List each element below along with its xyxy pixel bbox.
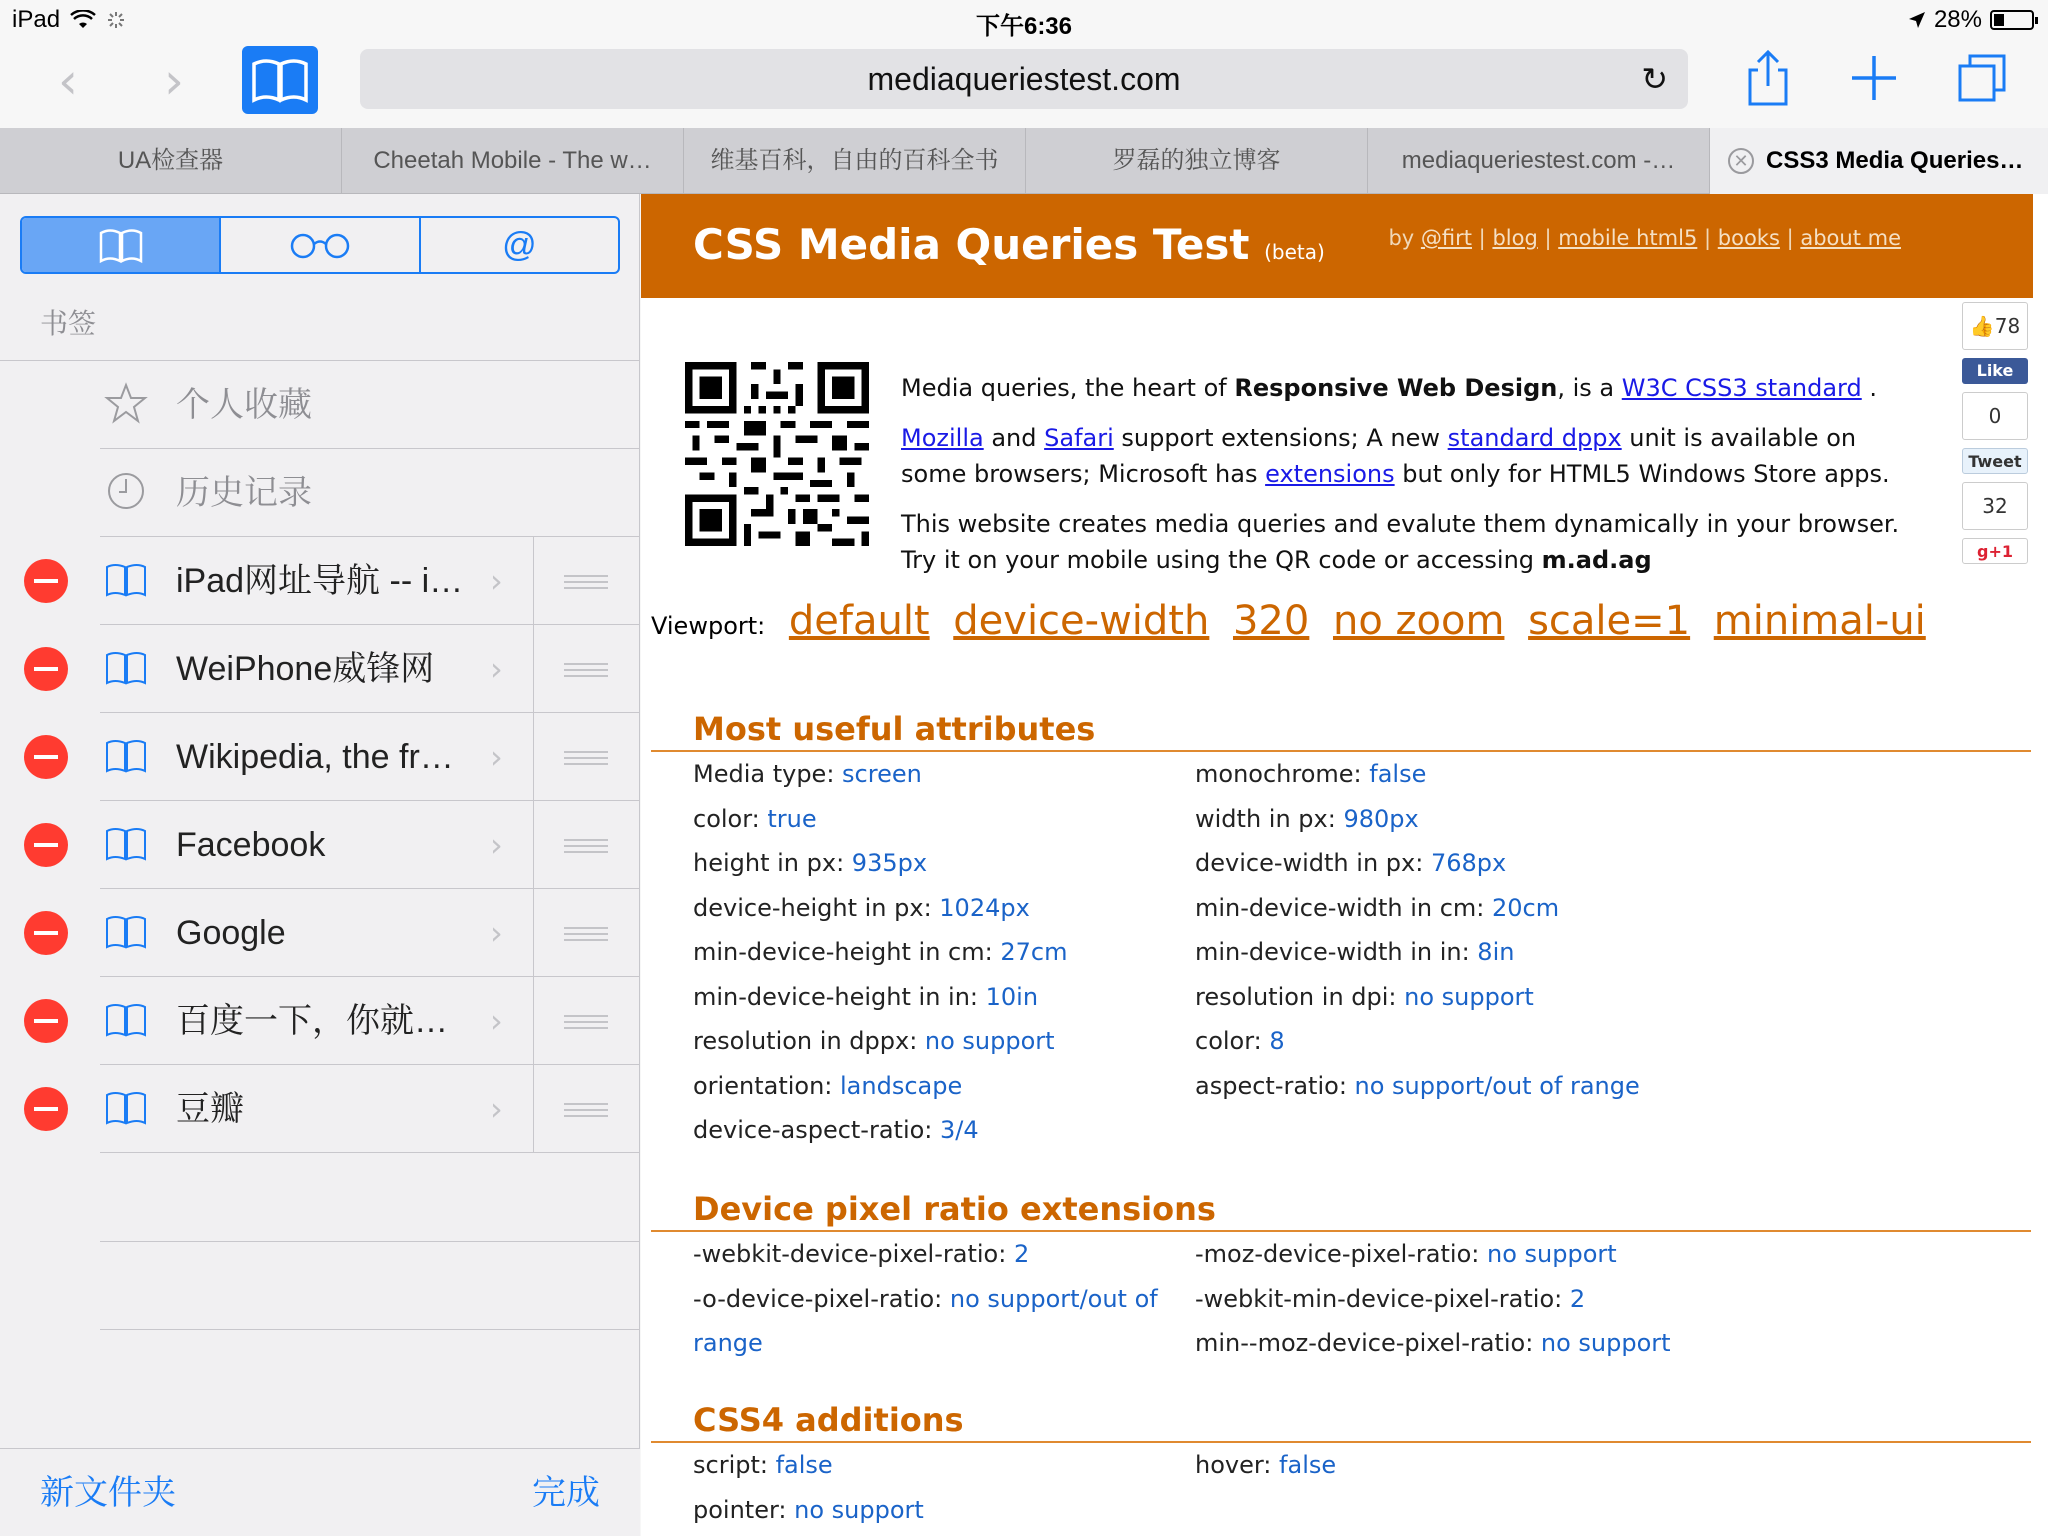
gplus-button[interactable]: g+1 (1962, 538, 2028, 564)
segment-reading-list[interactable] (221, 218, 420, 272)
viewport-minimal-ui-link[interactable]: minimal-ui (1713, 598, 1926, 644)
attribute-name: -webkit-device-pixel-ratio: (693, 1240, 1014, 1268)
attribute-name: device-width in px: (1195, 849, 1431, 877)
bookmark-label: Google (176, 914, 286, 952)
attribute-name: monochrome: (1195, 760, 1370, 788)
beta-label: (beta) (1264, 240, 1325, 264)
close-tab-icon[interactable]: ✕ (1728, 148, 1754, 174)
attribute-row (693, 930, 1195, 975)
section-heading: Most useful attributes (651, 710, 2031, 752)
link-about-me[interactable]: about me (1800, 226, 1901, 250)
attribute-value: 8 (1269, 1027, 1285, 1055)
reorder-handle-icon[interactable] (564, 575, 608, 589)
web-page (641, 194, 2048, 1536)
sidebar-item-favorites[interactable] (100, 361, 640, 449)
attribute-name: device-aspect-ratio: (693, 1116, 941, 1144)
page-title: CSS Media Queries Test (beta) (693, 220, 1325, 269)
attribute-name: min--moz-device-pixel-ratio: (1195, 1329, 1541, 1357)
chevron-right-icon: › (490, 1090, 503, 1128)
new-tab-icon[interactable] (1842, 46, 1906, 110)
segment-bookmarks[interactable] (22, 218, 221, 272)
bookmark-item[interactable] (100, 625, 640, 713)
delete-bookmark-button[interactable] (24, 1087, 68, 1131)
attribute-value: no support (924, 1027, 1055, 1055)
sidebar-item-label: 历史记录 (176, 474, 312, 512)
attribute-row (1195, 1019, 1697, 1064)
bookmark-item[interactable] (100, 977, 640, 1065)
viewport-label: Viewport: (651, 612, 766, 640)
attribute-row (1195, 1321, 1697, 1366)
attribute-name: min-device-height in cm: (693, 938, 1001, 966)
attribute-value: no support/out of range (693, 1284, 1158, 1357)
chevron-right-icon: › (490, 562, 503, 600)
url-text: mediaqueriestest.com (867, 61, 1181, 97)
viewport-no-zoom-link[interactable]: no zoom (1332, 598, 1505, 644)
social-buttons (1962, 294, 2028, 564)
attribute-value: 8in (1477, 938, 1515, 966)
intro-text: Media queries, the heart of Responsive Web Design, is a W3C CSS3 standard . Mozilla and Safari support extensions; A new standard dppx unit is available on some browsers; Microsoft has extensions but only for HTML5 Windows Store apps. This website creates media queries and evalute them dynamically in your browser. Try it on your mobile using the QR code or accessing m.ad.ag (901, 374, 1900, 574)
bookmark-book-icon (104, 909, 148, 953)
attribute-value: 935px (851, 849, 928, 877)
attribute-value: 2 (1013, 1240, 1030, 1268)
bookmark-label: 百度一下，你就… (176, 1002, 448, 1040)
viewport-320-link[interactable]: 320 (1232, 598, 1310, 644)
chevron-right-icon: › (490, 826, 503, 864)
reading-list-glasses-icon (287, 230, 353, 260)
attribute-name: color: (1195, 1027, 1270, 1055)
attribute-name: min-device-width in cm: (1195, 893, 1492, 922)
gplus-count: 32 (1962, 482, 2028, 530)
tab-wikipedia-zh[interactable]: 维基百科，自由的百科全书 (684, 128, 1026, 194)
reorder-handle-icon[interactable] (564, 839, 608, 853)
chevron-right-icon: › (490, 738, 503, 776)
attribute-section (651, 710, 2031, 1153)
attribute-row (693, 752, 1195, 797)
qr-code-image (685, 362, 869, 546)
attribute-value: 3/4 (940, 1116, 979, 1144)
attribute-row (693, 886, 1195, 931)
delete-bookmark-button[interactable] (24, 647, 68, 691)
chevron-right-icon: › (490, 650, 503, 688)
forward-button[interactable]: › (164, 52, 184, 110)
attribute-value: false (1369, 760, 1427, 788)
link-standard-dppx[interactable]: standard dppx (1447, 424, 1622, 452)
attribute-row (693, 1443, 1195, 1488)
attribute-row (1195, 930, 1697, 975)
bookmarks-button[interactable] (242, 46, 318, 114)
tab-strip (0, 128, 2048, 194)
chevron-right-icon: › (490, 1002, 503, 1040)
viewport-device-width-link[interactable]: device-width (953, 598, 1210, 644)
link-extensions[interactable]: extensions (1265, 460, 1395, 488)
viewport-default-link[interactable]: default (788, 598, 930, 644)
attribute-row (693, 1108, 1195, 1153)
attribute-row (693, 1232, 1195, 1277)
attribute-row (693, 1019, 1195, 1064)
section-heading: Device pixel ratio extensions (651, 1190, 2031, 1232)
bookmarks-sidebar (0, 194, 640, 1536)
attribute-row (693, 975, 1195, 1020)
attribute-value: 1024px (939, 893, 1030, 922)
attribute-value: no support/out of range (1354, 1071, 1640, 1100)
link-blog[interactable]: blog (1492, 226, 1538, 250)
attribute-section (651, 1401, 2031, 1532)
link-mozilla[interactable]: Mozilla (901, 424, 984, 452)
sidebar-footer (0, 1448, 640, 1536)
attribute-name: color: (693, 804, 768, 833)
status-time: 下午6:36 (975, 13, 1073, 40)
delete-bookmark-button[interactable] (24, 999, 68, 1043)
attribute-name: pointer: (693, 1495, 795, 1524)
section-heading: CSS4 additions (651, 1401, 2031, 1443)
attribute-name: script: (693, 1451, 776, 1479)
bookmark-book-icon (104, 733, 148, 777)
bookmark-book-icon (104, 557, 148, 601)
sidebar-item-label: 个人收藏 (176, 386, 312, 424)
attribute-value: no support (794, 1495, 924, 1524)
attribute-value: false (1279, 1451, 1337, 1479)
attribute-name: -webkit-min-device-pixel-ratio: (1195, 1284, 1570, 1313)
done-button[interactable]: 完成 (532, 1474, 600, 1512)
tweet-button[interactable]: Tweet (1962, 448, 2028, 474)
delete-bookmark-button[interactable] (24, 735, 68, 779)
attribute-name: aspect-ratio: (1195, 1071, 1355, 1100)
attribute-name: Media type: (693, 760, 843, 788)
chevron-right-icon: › (490, 914, 503, 952)
link-firt[interactable]: @firt (1420, 226, 1472, 250)
attribute-row (693, 1277, 1195, 1366)
tab-mediaqueriestest[interactable]: mediaqueriestest.com -… (1368, 128, 1710, 194)
attribute-value: 768px (1430, 849, 1507, 877)
reorder-handle-icon[interactable] (564, 1103, 608, 1117)
bookmark-item[interactable] (100, 801, 640, 889)
attribute-row (1195, 1443, 1697, 1488)
attribute-value: screen (842, 760, 922, 788)
attribute-row (1195, 975, 1697, 1020)
link-books[interactable]: books (1717, 226, 1780, 250)
bookmark-label: iPad网址导航 -- i… (176, 562, 464, 600)
delete-bookmark-button[interactable] (24, 559, 68, 603)
delete-bookmark-button[interactable] (24, 823, 68, 867)
header-links: by @firt | blog | mobile html5 | books | about me (1388, 226, 1901, 250)
back-button[interactable]: ‹ (58, 52, 78, 110)
reorder-handle-icon[interactable] (564, 927, 608, 941)
device-name: iPad (12, 6, 61, 33)
tab-cheetah-mobile[interactable]: Cheetah Mobile - The w… (342, 128, 684, 194)
attribute-value: true (767, 804, 817, 833)
attribute-value: landscape (840, 1071, 963, 1100)
attribute-value: false (775, 1451, 833, 1479)
tweet-count: 0 (1962, 392, 2028, 440)
link-w3c-standard[interactable]: W3C CSS3 standard (1621, 374, 1862, 402)
viewport-scale-1-link[interactable]: scale=1 (1528, 598, 1691, 644)
attribute-value: 2 (1569, 1284, 1586, 1313)
share-icon[interactable] (1736, 46, 1800, 110)
attribute-name: hover: (1195, 1451, 1280, 1479)
attribute-value: no support (1486, 1240, 1617, 1268)
bookmark-label: Facebook (176, 826, 326, 864)
tabs-overview-icon[interactable] (1950, 46, 2014, 110)
bookmark-book-icon (104, 821, 148, 865)
bookmark-label: WeiPhone威锋网 (176, 650, 435, 688)
delete-bookmark-button[interactable] (24, 911, 68, 955)
attribute-name: -moz-device-pixel-ratio: (1195, 1240, 1487, 1268)
tab-css3-media-queries[interactable] (1710, 128, 2048, 194)
attribute-name: resolution in dppx: (693, 1027, 925, 1055)
like-count: 👍78 (1962, 302, 2028, 350)
reorder-handle-icon[interactable] (564, 663, 608, 677)
sidebar-title: 书签 (40, 308, 97, 339)
attribute-value: 10in (985, 982, 1039, 1011)
bookmark-item[interactable] (100, 1065, 640, 1153)
bookmark-book-icon (104, 997, 148, 1041)
attribute-row (693, 1064, 1195, 1109)
link-mobile-html5[interactable]: mobile html5 (1558, 226, 1698, 250)
bookmark-item[interactable] (100, 889, 640, 977)
attribute-value: 20cm (1492, 893, 1560, 922)
attribute-name: orientation: (693, 1071, 840, 1100)
attribute-row (1195, 797, 1697, 842)
attribute-name: resolution in dpi: (1195, 982, 1405, 1011)
attribute-value: no support (1540, 1329, 1671, 1357)
thumbs-up-icon: 👍 (1969, 314, 1995, 338)
attribute-row (693, 797, 1195, 842)
tab-ua-checker[interactable]: UA检查器 (0, 128, 342, 194)
bookmark-label: 豆瓣 (176, 1090, 244, 1128)
viewport-options (651, 598, 1926, 644)
reorder-handle-icon[interactable] (564, 751, 608, 765)
attribute-name: width in px: (1195, 804, 1344, 833)
star-icon (104, 381, 148, 425)
battery-percent: 28% (1933, 6, 1982, 33)
bookmark-book-icon (104, 1085, 148, 1129)
attribute-value: no support (1404, 982, 1534, 1011)
reorder-handle-icon[interactable] (564, 1015, 608, 1029)
tab-title: CSS3 Media Queries… (1766, 147, 2024, 174)
tab-luolei-blog[interactable]: 罗磊的独立博客 (1026, 128, 1368, 194)
bookmark-label: Wikipedia, the fr… (176, 738, 454, 776)
status-bar (0, 0, 2048, 40)
clock-icon (104, 469, 148, 513)
attribute-row (1195, 1064, 1697, 1109)
attribute-name: device-height in px: (693, 893, 940, 922)
attribute-name: -o-device-pixel-ratio: (693, 1284, 950, 1313)
sidebar-segmented-control (20, 216, 620, 274)
location-arrow-icon (1908, 11, 1926, 29)
bookmarks-book-icon (97, 225, 145, 265)
bookmark-item[interactable] (100, 537, 640, 625)
open-book-icon (242, 46, 318, 114)
attribute-row (693, 841, 1195, 886)
attribute-row (1195, 1232, 1697, 1277)
attribute-name: height in px: (693, 849, 852, 877)
bookmark-book-icon (104, 645, 148, 689)
browser-toolbar (0, 40, 2048, 128)
battery-icon (1990, 10, 2034, 30)
attribute-name: min-device-width in in: (1195, 938, 1478, 966)
attribute-value: 980px (1343, 804, 1419, 833)
attribute-row (1195, 886, 1697, 931)
attribute-row (1195, 841, 1697, 886)
bookmark-item[interactable] (100, 713, 640, 801)
address-bar[interactable] (360, 49, 1688, 109)
facebook-like-button[interactable]: Like (1962, 358, 2028, 384)
attribute-value: 27cm (1000, 938, 1068, 966)
segment-shared-links[interactable] (421, 218, 618, 272)
at-sign-icon: @ (502, 225, 537, 264)
link-safari[interactable]: Safari (1044, 424, 1114, 452)
sidebar-item-history[interactable] (100, 449, 640, 537)
attribute-name: min-device-height in in: (693, 982, 986, 1011)
reload-icon[interactable]: ↻ (1641, 60, 1668, 98)
attribute-row (693, 1488, 1195, 1533)
attribute-row (1195, 752, 1697, 797)
attribute-section (651, 1190, 2031, 1366)
new-folder-button[interactable]: 新文件夹 (40, 1474, 176, 1512)
site-header (641, 194, 2033, 298)
attribute-row (1195, 1277, 1697, 1322)
